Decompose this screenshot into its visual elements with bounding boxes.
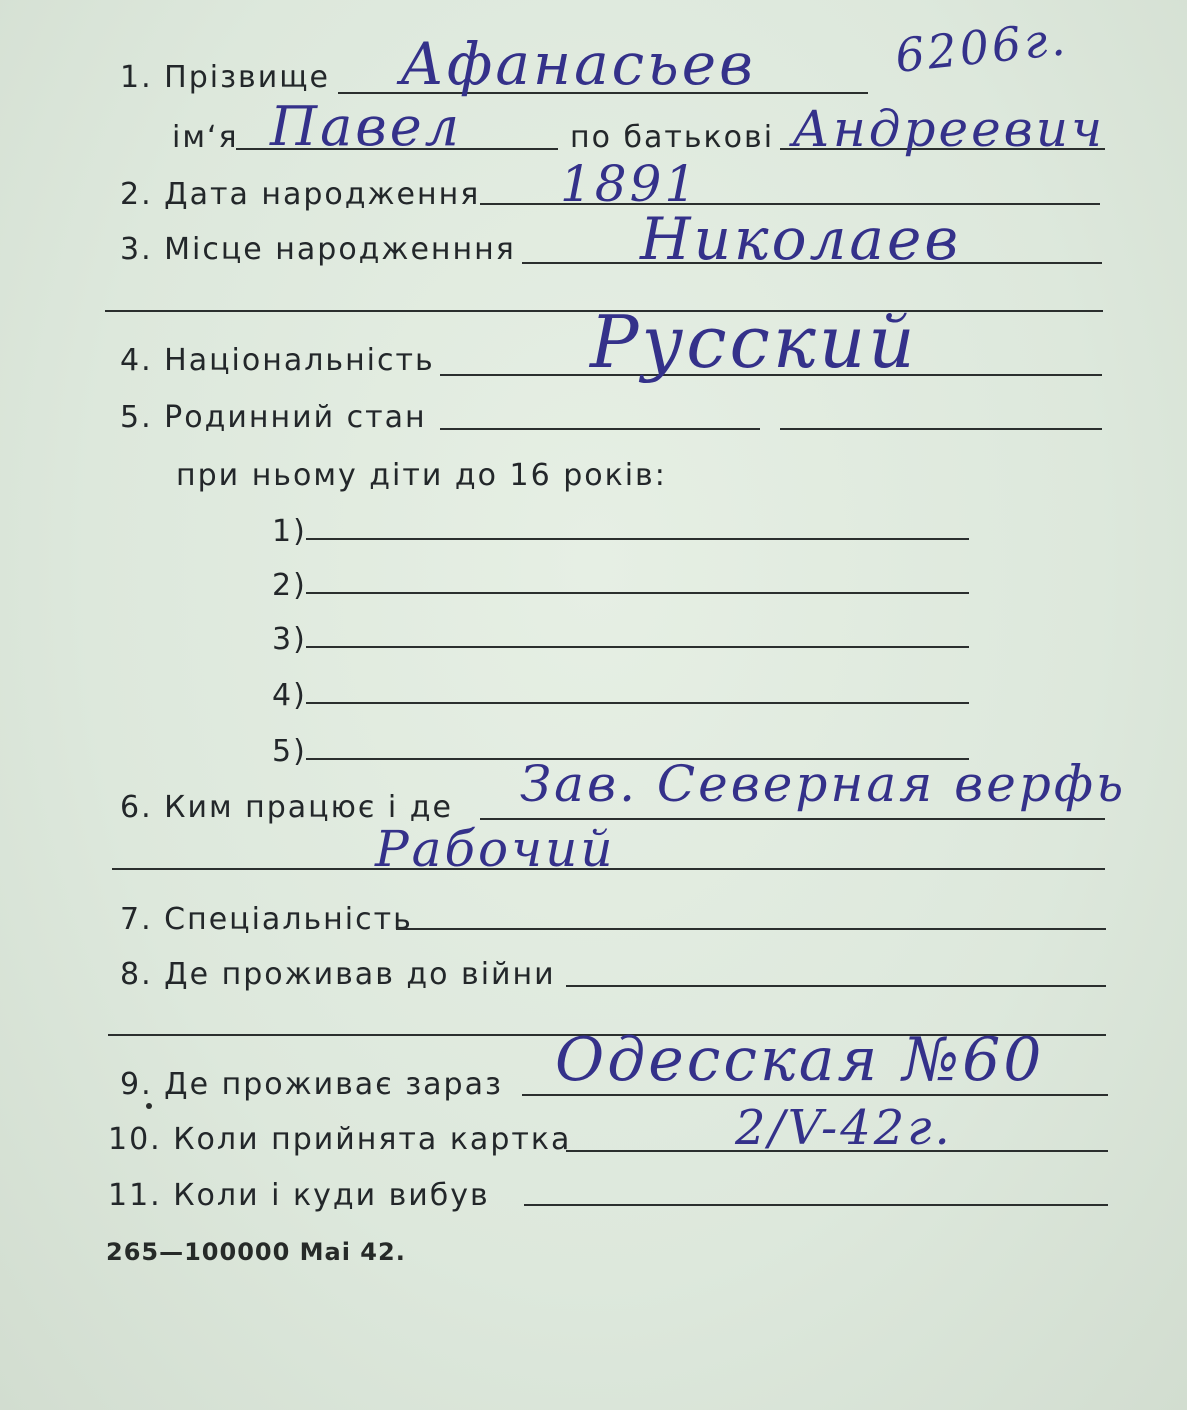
- first-name-value: Павел: [270, 95, 463, 158]
- child-1-label: 1): [272, 514, 307, 549]
- child-1-line: [306, 538, 969, 540]
- child-4-label: 4): [272, 678, 307, 713]
- workplace-label: 6. Ким працює і де: [120, 790, 453, 825]
- child-2-line: [306, 592, 969, 594]
- patronymic-label: по батькові: [570, 120, 775, 155]
- stamp-number: 6206г.: [892, 11, 1071, 83]
- birth-date-label: 2. Дата народження: [120, 177, 481, 212]
- child-5-label: 5): [272, 734, 307, 769]
- child-3-line: [306, 646, 969, 648]
- birth-date-value: 1891: [560, 155, 700, 213]
- nationality-value: Русский: [590, 300, 918, 384]
- nationality-label: 4. Національність: [120, 343, 435, 378]
- first-name-label: ім‘я: [172, 120, 239, 155]
- workplace-value-2: Рабочий: [375, 820, 616, 878]
- birth-place-value: Николаев: [640, 205, 962, 273]
- surname-label: 1. Прізвище: [120, 60, 330, 95]
- prewar-residence-line: [566, 985, 1106, 987]
- card-accepted-value: 2/V-42г.: [735, 1100, 953, 1156]
- children-label: при ньому діти до 16 років:: [176, 458, 667, 493]
- card-accepted-label: 10. Коли прийнята картка: [108, 1122, 572, 1157]
- patronymic-value: Андреевич: [792, 100, 1106, 158]
- current-residence-label: 9. Де проживає зараз: [120, 1067, 503, 1102]
- surname-value: Афанасьев: [400, 30, 756, 98]
- prewar-residence-label: 8. Де проживав до війни: [120, 957, 556, 992]
- birth-place-label: 3. Місце народженння: [120, 232, 516, 267]
- child-2-label: 2): [272, 568, 307, 603]
- child-3-label: 3): [272, 622, 307, 657]
- print-code: 265—100000 Mai 42.: [106, 1238, 406, 1266]
- departure-line: [524, 1204, 1108, 1206]
- marital-status-line-a: [440, 428, 760, 430]
- specialty-line: [396, 928, 1106, 930]
- child-4-line: [306, 702, 969, 704]
- marital-status-line-b: [780, 428, 1102, 430]
- departure-label: 11. Коли і куди вибув: [108, 1178, 490, 1213]
- marital-status-label: 5. Родинний стан: [120, 400, 427, 435]
- ink-dot: [146, 1103, 152, 1109]
- specialty-label: 7. Спеціальність: [120, 902, 413, 937]
- current-residence-value: Одесская №60: [555, 1025, 1045, 1095]
- workplace-value: Зав. Северная верфь: [520, 755, 1127, 813]
